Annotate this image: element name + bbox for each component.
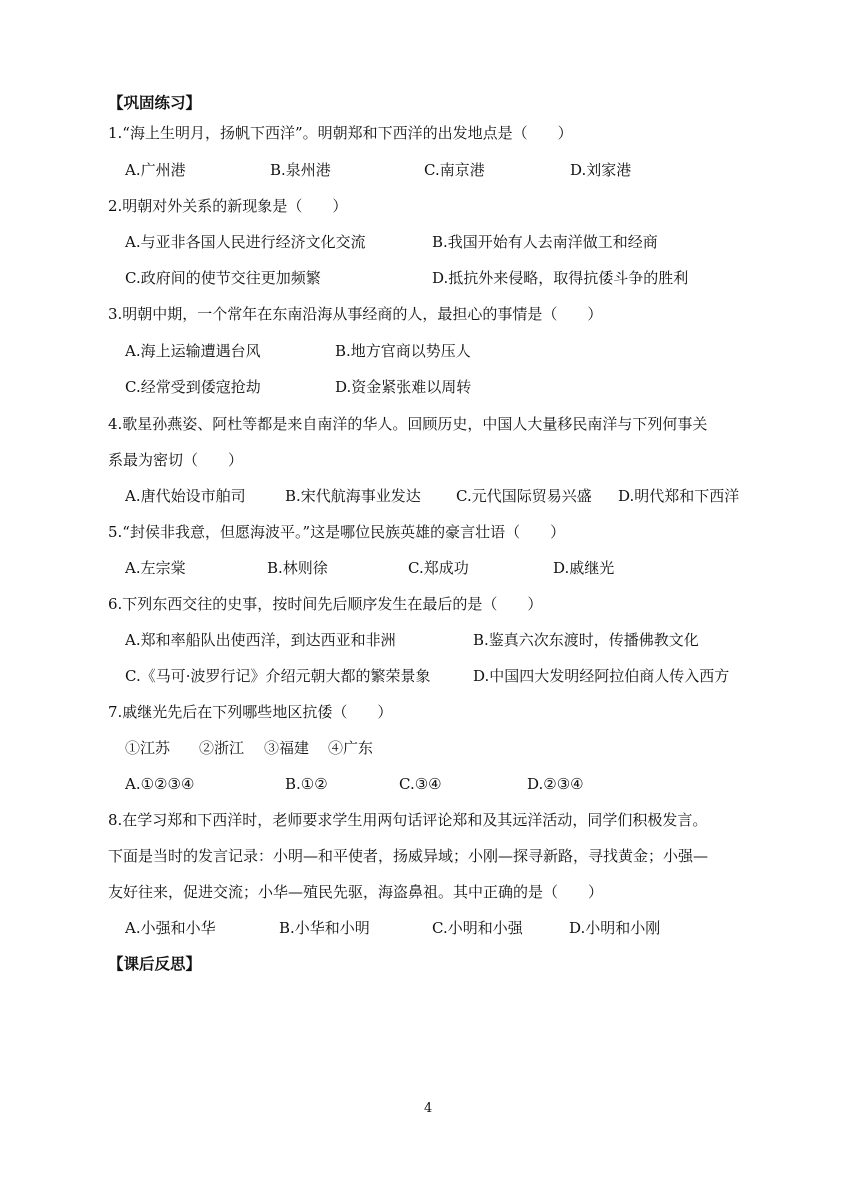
page-number: 4 <box>424 1101 433 1116</box>
q4-option-c: C.元代国际贸易兴盛 <box>456 487 592 505</box>
q7-item-4: ④广东 <box>328 739 374 757</box>
q4-option-b: B.宋代航海事业发达 <box>285 487 421 505</box>
q4-option-a: A.唐代始设市舶司 <box>125 487 246 505</box>
question-8-stem-line2: 下面是当时的发言记录：小明—和平使者，扬威异域；小刚—探寻新路，寻找黄金；小强— <box>108 847 709 865</box>
q8-option-c: C.小明和小强 <box>432 919 523 937</box>
q2-option-b: B.我国开始有人去南洋做工和经商 <box>432 233 658 251</box>
q1-option-a: A.广州港 <box>125 161 186 179</box>
question-3-stem: 3.明朝中期，一个常年在东南沿海从事经商的人，最担心的事情是（ ） <box>108 305 603 323</box>
question-4-stem-line2: 系最为密切（ ） <box>108 451 244 469</box>
q6-option-d: D.中国四大发明经阿拉伯商人传入西方 <box>473 667 730 685</box>
q7-option-b: B.①② <box>285 775 328 793</box>
q7-option-c: C.③④ <box>399 775 442 793</box>
q3-option-d: D.资金紧张难以周转 <box>335 378 472 396</box>
q1-option-b: B.泉州港 <box>270 161 331 179</box>
question-5-stem: 5.“封侯非我意，但愿海波平。”这是哪位民族英雄的豪言壮语（ ） <box>108 523 566 541</box>
q5-option-b: B.林则徐 <box>267 559 328 577</box>
q5-option-a: A.左宗棠 <box>125 559 186 577</box>
question-1-stem: 1.“海上生明月，扬帆下西洋”。明朝郑和下西洋的出发地点是（ ） <box>108 124 573 142</box>
q7-option-d: D.②③④ <box>527 775 584 793</box>
q5-option-c: C.郑成功 <box>408 559 469 577</box>
q2-option-d: D.抵抗外来侵略，取得抗倭斗争的胜利 <box>432 269 689 287</box>
question-2-stem: 2.明朝对外关系的新现象是（ ） <box>108 197 348 215</box>
q3-option-c: C.经常受到倭寇抢劫 <box>125 378 261 396</box>
q2-option-a: A.与亚非各国人民进行经济文化交流 <box>125 233 366 251</box>
q8-option-d: D.小明和小刚 <box>569 919 661 937</box>
question-6-stem: 6.下列东西交往的史事，按时间先后顺序发生在最后的是（ ） <box>108 595 543 613</box>
q6-option-a: A.郑和率船队出使西洋，到达西亚和非洲 <box>125 631 396 649</box>
section-title: 【巩固练习】 <box>108 93 202 112</box>
q7-item-1: ①江苏 <box>125 739 171 757</box>
q1-option-c: C.南京港 <box>424 161 485 179</box>
q6-option-c: C.《马可·波罗行记》介绍元朝大都的繁荣景象 <box>125 667 431 685</box>
q3-option-a: A.海上运输遭遇台风 <box>125 342 261 360</box>
question-7-stem: 7.戚继光先后在下列哪些地区抗倭（ ） <box>108 703 393 721</box>
q7-item-3: ③福建 <box>264 739 310 757</box>
q3-option-b: B.地方官商以势压人 <box>335 342 471 360</box>
q4-option-d: D.明代郑和下西洋 <box>618 487 740 505</box>
question-4-stem-line1: 4.歌星孙燕姿、阿杜等都是来自南洋的华人。回顾历史，中国人大量移民南洋与下列何事关 <box>108 415 708 433</box>
q1-option-d: D.刘家港 <box>570 161 632 179</box>
reflection-title: 【课后反思】 <box>108 954 202 973</box>
q2-option-c: C.政府间的使节交往更加频繁 <box>125 269 321 287</box>
q6-option-b: B.鉴真六次东渡时，传播佛教文化 <box>473 631 699 649</box>
q7-item-2: ②浙江 <box>199 739 245 757</box>
q7-option-a: A.①②③④ <box>125 775 195 793</box>
question-8-stem-line3: 友好往来，促进交流；小华—殖民先驱，海盗鼻祖。其中正确的是（ ） <box>108 883 604 901</box>
q5-option-d: D.戚继光 <box>553 559 615 577</box>
q8-option-b: B.小华和小明 <box>279 919 370 937</box>
q8-option-a: A.小强和小华 <box>125 919 216 937</box>
question-8-stem-line1: 8.在学习郑和下西洋时，老师要求学生用两句话评论郑和及其远洋活动，同学们积极发言。 <box>108 811 708 829</box>
